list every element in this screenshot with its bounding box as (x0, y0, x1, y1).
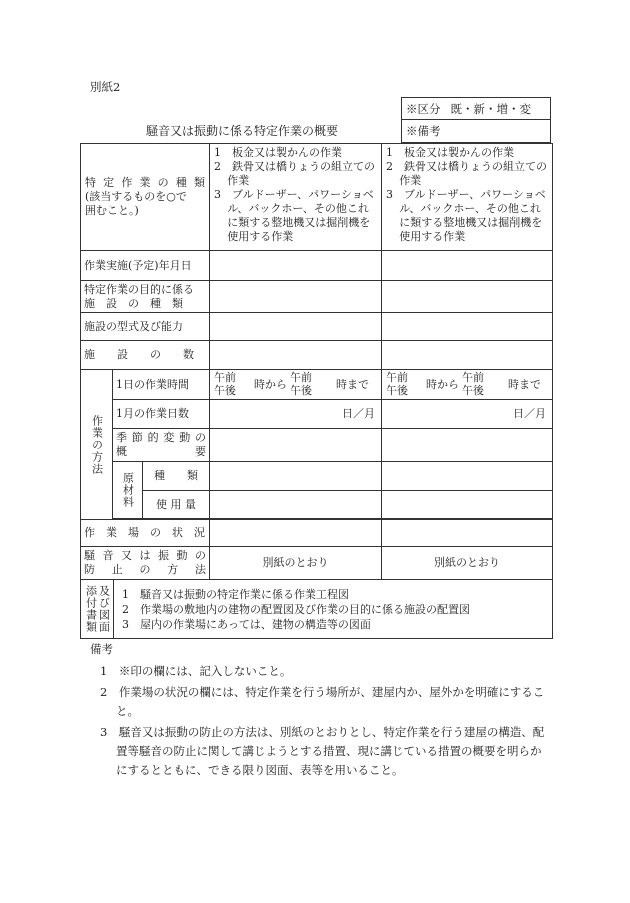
attachments-label-col1: 添付書類 (84, 585, 98, 633)
row-work-type (81, 144, 553, 251)
count-field-1[interactable] (210, 341, 382, 370)
note-item: 2 作業場の状況の欄には、特定作業を行う場所が、建屋内か、屋外かを明確にすること。 (100, 685, 545, 718)
pm-label: 午後 (462, 384, 485, 397)
days-label: 1月の作業日数 (113, 400, 210, 429)
biko-label: ※備考 (406, 124, 441, 138)
pm-label: 午後 (290, 384, 313, 397)
row-model (81, 313, 553, 341)
model-field-2[interactable] (382, 313, 553, 341)
row-attachments (81, 580, 553, 639)
material-kind-field-2[interactable] (382, 462, 553, 491)
from-label: 時から (254, 378, 288, 391)
am-label: 午前 (214, 371, 237, 384)
row-days (81, 400, 553, 429)
prevention-field-2[interactable]: 別紙のとおり (382, 547, 553, 580)
appendix-label: 別紙2 (90, 80, 121, 94)
date-label: 作業実施(予定)年月日 (81, 251, 210, 281)
material-amount-label: 使 用 量 (143, 491, 210, 519)
pm-label: 午後 (214, 384, 237, 397)
option-3: 3 ブルドーザー、パワーショベル、バックホー、その他これに類する整地機又は掘削機を使用する作業 (214, 188, 374, 243)
season-field-2[interactable] (382, 429, 553, 462)
work-summary-table (80, 143, 553, 639)
row-count (81, 341, 553, 370)
date-field-2[interactable] (382, 251, 553, 281)
hours-label: 1日の作業時間 (113, 370, 210, 400)
row-site (81, 520, 553, 547)
attachments-list (114, 580, 552, 638)
model-field-1[interactable] (210, 313, 382, 341)
attachments-cell (81, 580, 553, 639)
date-field-1[interactable] (210, 251, 382, 281)
pm-label: 午後 (386, 384, 409, 397)
days-field-2[interactable]: 日／月 (382, 400, 553, 429)
note-item: 1 ※印の欄には、記入しないこと。 (100, 664, 292, 678)
work-type-label-line2: (該当するものを○で (85, 190, 187, 203)
method-label: 作業の方法 (81, 370, 113, 520)
site-label: 作 業 場 の 状 況 (81, 520, 210, 547)
prevention-label-line2: 防 止 の 方 法 (84, 563, 207, 576)
to-label: 時まで (508, 378, 542, 391)
classification-box (401, 97, 551, 143)
note-item: 3 騒音又は振動の防止の方法は、別紙のとおりとし、特定作業を行う建屋の構造、配置等騒音の防止に関して講じようとする措置、現に講じている措置の概要を明らかにするとともに、できる限り図面、表等を用いること。 (100, 725, 545, 777)
prevention-label-line1: 騒 音 又 は 振 動 の (84, 549, 207, 562)
page-title: 騒音又は振動に係る特定作業の概要 (146, 124, 339, 138)
kubun-options: 既・新・増・変 (450, 101, 531, 116)
material-label: 原材料 (113, 462, 143, 519)
days-field-1[interactable]: 日／月 (210, 400, 382, 429)
notes-heading: 備考 (90, 642, 113, 656)
attachments-label (81, 580, 114, 638)
row-material-kind (81, 462, 553, 491)
prevention-field-1[interactable]: 別紙のとおり (210, 547, 382, 580)
option-1: 1 板金又は製かんの作業 (214, 146, 343, 159)
season-label-line2: 概 要 (116, 445, 207, 458)
option-1: 1 板金又は製かんの作業 (386, 146, 515, 159)
work-type-options-1[interactable] (210, 144, 382, 251)
season-label-line1: 季 節 的 変 動 の (116, 431, 207, 444)
notes-section (90, 640, 552, 782)
attachments-label-col2: 及び図面 (97, 585, 111, 633)
attachments-wrap (81, 580, 552, 638)
row-facility-type (81, 281, 553, 313)
am-label: 午前 (386, 371, 409, 384)
row-material-amount (81, 491, 553, 519)
model-label: 施設の型式及び能力 (81, 313, 210, 341)
material-kind-field-1[interactable] (210, 462, 382, 491)
option-2: 2 鉄骨又は橋りょうの組立ての作業 (214, 160, 376, 187)
material-amount-field-2[interactable] (382, 491, 553, 519)
facility-type-label-line2: 施 設 の 種 類 (84, 296, 183, 310)
row-hours (81, 370, 553, 400)
attachment-item: 1 騒音又は振動の特定作業に係る作業工程図 (122, 587, 349, 601)
work-type-label (81, 144, 210, 251)
facility-type-label-line1: 特定作業の目的に係る (84, 282, 194, 296)
count-label: 施 設 の 数 (81, 341, 210, 370)
to-label: 時まで (336, 378, 370, 391)
am-label: 午前 (290, 371, 313, 384)
work-type-label-line1: 特 定 作 業 の 種 類 (85, 176, 206, 189)
hours-field-2[interactable] (382, 370, 553, 400)
facility-type-field-2[interactable] (382, 281, 553, 313)
season-field-1[interactable] (210, 429, 382, 462)
attachment-item: 2 作業場の敷地内の建物の配置図及び作業の目的に係る施設の配置図 (122, 602, 470, 616)
option-3: 3 ブルドーザー、パワーショベル、バックホー、その他これに類する整地機又は掘削機を使用する作業 (386, 188, 546, 243)
count-field-2[interactable] (382, 341, 553, 370)
hours-field-1[interactable] (210, 370, 382, 400)
row-season (81, 429, 553, 462)
facility-type-label (81, 281, 210, 313)
season-label (113, 429, 210, 462)
from-label: 時から (426, 378, 460, 391)
material-kind-label: 種 類 (143, 462, 210, 491)
site-field-1[interactable] (210, 520, 382, 547)
biko-row (402, 120, 550, 142)
kubun-row (402, 98, 550, 120)
facility-type-field-1[interactable] (210, 281, 382, 313)
row-date (81, 251, 553, 281)
option-2: 2 鉄骨又は橋りょうの組立ての作業 (386, 160, 548, 187)
work-type-options-2[interactable] (382, 144, 553, 251)
am-label: 午前 (462, 371, 485, 384)
material-amount-field-1[interactable] (210, 491, 382, 519)
work-type-label-line3: 囲むこと。) (85, 204, 139, 217)
row-prevention (81, 547, 553, 580)
kubun-label: ※区分 (406, 101, 441, 116)
site-field-2[interactable] (382, 520, 553, 547)
attachment-item: 3 屋内の作業場にあっては、建物の構造等の図面 (122, 617, 371, 631)
prevention-label (81, 547, 210, 580)
